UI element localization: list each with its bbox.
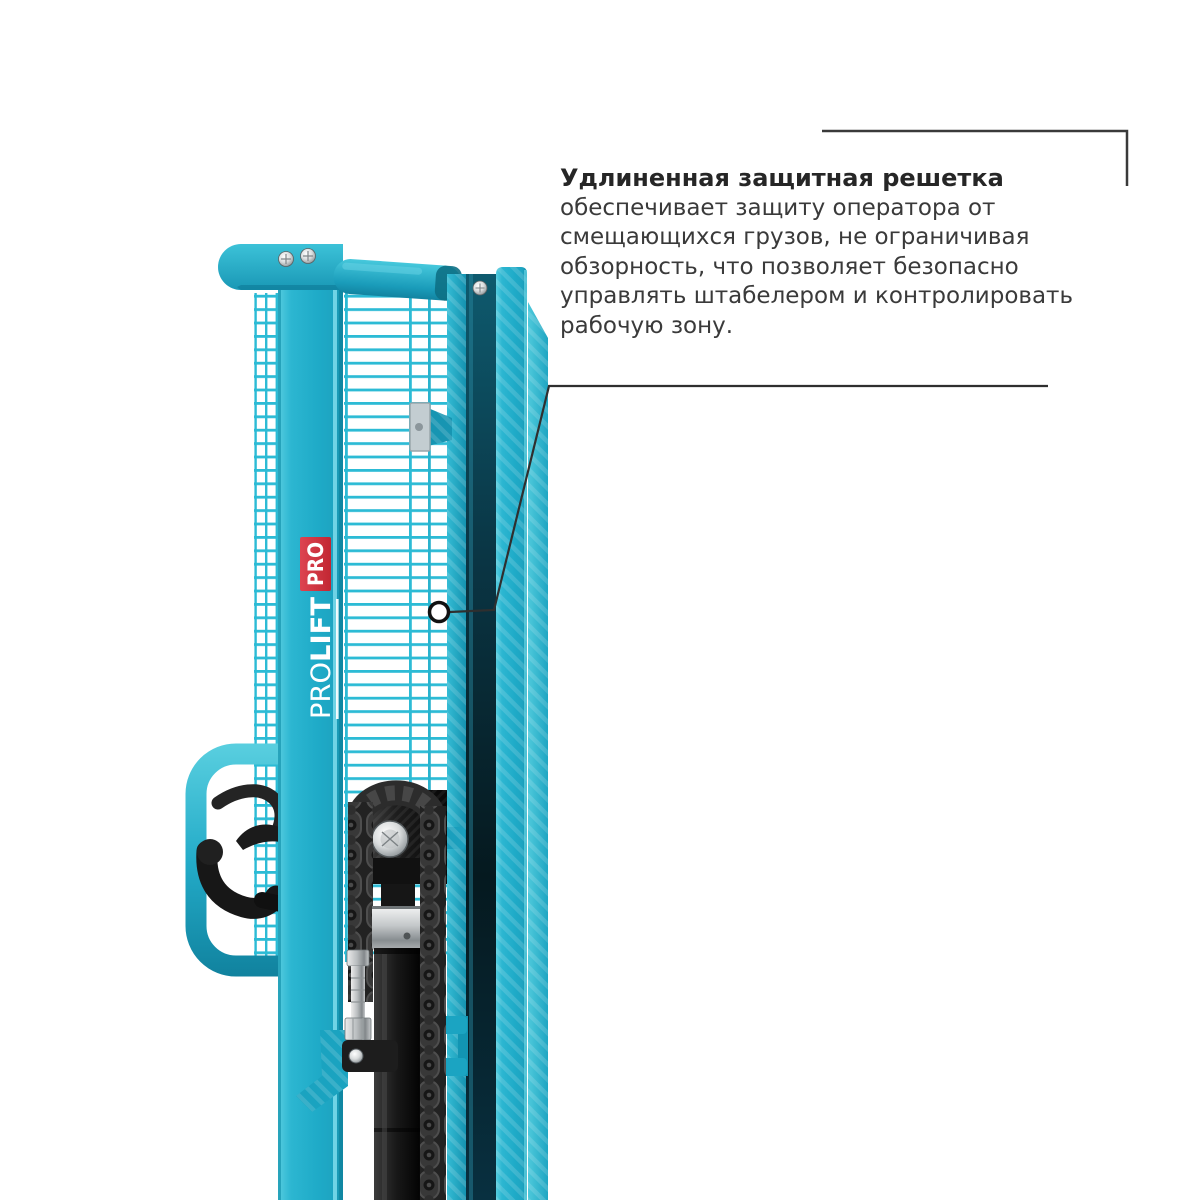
logo-wordmark: PROLIFT <box>306 597 337 719</box>
callout-body-line: смещающихся грузов, не ограничивая <box>560 224 1030 251</box>
callout-body <box>560 194 1100 341</box>
mesh-left-strip <box>254 293 279 962</box>
bolt-icon <box>473 281 487 295</box>
cylinder-body <box>374 948 424 1200</box>
callout-body-line: рабочую зону. <box>560 312 734 339</box>
bolt-icon <box>301 249 316 264</box>
callout-body-line: обеспечивает защиту оператора от <box>560 195 996 221</box>
callout-text-block <box>560 163 1100 341</box>
callout-body-line: обзорность, что позволяет безопасно <box>560 253 1019 280</box>
rod-clamp <box>342 1040 398 1072</box>
lift-chain-right <box>420 806 446 1200</box>
logo-underline <box>336 599 339 719</box>
cylinder-collar <box>372 906 426 950</box>
callout-title: Удлиненная защитная решетка <box>560 164 1004 192</box>
hotspot-marker[interactable] <box>430 603 449 622</box>
callout-body-line: управлять штабелером и контролировать <box>560 283 1074 310</box>
mast-top-plate <box>218 244 343 290</box>
bolt-icon <box>279 252 294 267</box>
hex-nut <box>345 1018 371 1040</box>
brand-badge-label: PRO <box>304 536 328 586</box>
